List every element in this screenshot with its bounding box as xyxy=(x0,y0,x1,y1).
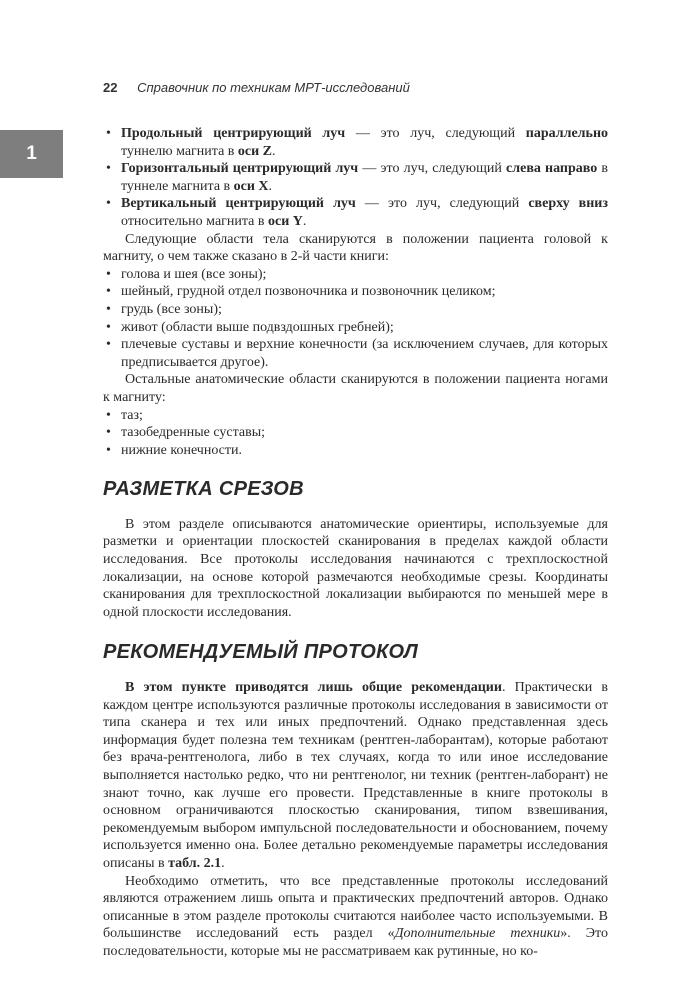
text: в туннеле магнита в xyxy=(121,161,608,194)
term: Вертикальный центрирующий луч xyxy=(121,196,356,212)
list-item: • шейный, грудной отдел позвоночника и позвоночник целиком; xyxy=(103,283,608,301)
text: туннелю магнита в xyxy=(121,143,238,159)
list-item xyxy=(103,125,608,160)
list-item: • голова и шея (все зоны); xyxy=(103,266,608,284)
section-heading-slices: РАЗМЕТКА СРЕЗОВ xyxy=(103,478,304,501)
chapter-tab: 1 xyxy=(0,130,63,178)
text: Необходимо отметить, что все представленные протоколы исследований являются отражением лишь опыта и практических предпочтений авторов. Однако описанные в этом разделе протоколы считаются наиболее часто используемыми. В большинстве исследований есть раздел « xyxy=(103,873,608,942)
text: относительно магнита в xyxy=(121,213,268,229)
dash: — xyxy=(358,161,381,177)
keyword: параллельно xyxy=(525,126,609,141)
list-item: • нижние конечности. xyxy=(103,442,608,460)
text: ». Это последовательности, которые мы не рассматриваем как рутинные, но ко- xyxy=(103,926,608,959)
page-number: 22 xyxy=(103,80,118,95)
keyword: сверху вниз xyxy=(528,196,608,212)
beams-list xyxy=(103,125,608,231)
section-heading-protocol: РЕКОМЕНДУЕМЫЙ ПРОТОКОЛ xyxy=(103,641,419,664)
text: это луч, следующий xyxy=(380,126,526,141)
term: Продольный центрирующий луч xyxy=(121,126,346,141)
dash: — xyxy=(355,196,389,212)
list-item: • таз; xyxy=(103,407,608,425)
running-title: Справочник по техникам МРТ-исследований xyxy=(137,80,410,95)
text: . xyxy=(221,855,225,871)
list-item xyxy=(103,160,608,195)
feet-first-intro: Остальные анатомические области сканируются в положении пациента ногами к магниту: xyxy=(103,372,608,405)
text: . xyxy=(272,143,276,159)
keyword: слева направо xyxy=(506,161,598,177)
section-slices-text: В этом разделе описываются анатомические ориентиры, используемые для разметки и ориентации плоскостей сканирования в пределах каждой области исследования. Все протоколы исследования начинаются с трехплоскостной локализации, на основе которой размечаются необходимые срезы. Координаты сканирования для трехплоскостной локализации выбираются по меньшей мере в одной плоскости исследования. xyxy=(103,516,608,620)
axis: оси Y xyxy=(268,213,303,229)
term: Горизонтальный центрирующий луч xyxy=(121,161,359,177)
feet-first-list xyxy=(103,407,608,460)
list-item: • живот (области выше подвздошных гребней); xyxy=(103,319,608,337)
text: это луч, следующий xyxy=(388,196,529,212)
list-item: • тазобедренные суставы; xyxy=(103,424,608,442)
list-item xyxy=(103,195,608,230)
axis: оси Z xyxy=(237,143,273,159)
list-item: • плечевые суставы и верхние конечности (за исключением случаев, для которых предписывается другое). xyxy=(103,336,608,371)
table-reference: табл. 2.1 xyxy=(168,855,222,871)
text: . xyxy=(302,213,307,229)
dash: — xyxy=(345,126,381,141)
emphasis: Дополнительные техники xyxy=(394,926,561,942)
protocol-paragraph-1 xyxy=(103,679,608,873)
text: . Практически в каждом центре используются различные протоколы исследования в зависимости от типа сканера и тех или иных предпочтений. Однако представленная здесь информация будет полезна тем техникам (рентген-лаборантам), которые работают без врача-рентгенолога, либо в тех случаях, когда то или иное исследование выполняется настолько редко, что ни рентгенолог, ни техник (рентген-лаборант) не знают точно, как лучше его провести. Представленные в книге протоколы в основном ограничиваются плоскостью сканирования, типом взвешивания, рекомендуемым выбором импульсной последовательности и обоснованием, почему используется именно она. Более детально рекомендуемые параметры исследования описаны в xyxy=(103,680,608,871)
emphasis: В этом пункте приводятся лишь общие рекомендации xyxy=(125,680,502,696)
text: . xyxy=(268,178,273,194)
protocol-paragraph-2 xyxy=(103,873,608,961)
head-first-intro: Следующие области тела сканируются в положении пациента головой к магниту, о чем также сказано в 2-й части книги: xyxy=(103,231,608,265)
page-header xyxy=(103,80,410,95)
page-body xyxy=(103,125,608,961)
list-item: • грудь (все зоны); xyxy=(103,301,608,319)
text: это луч, следующий xyxy=(380,161,507,177)
axis: оси X xyxy=(233,178,269,194)
head-first-list xyxy=(103,266,608,372)
